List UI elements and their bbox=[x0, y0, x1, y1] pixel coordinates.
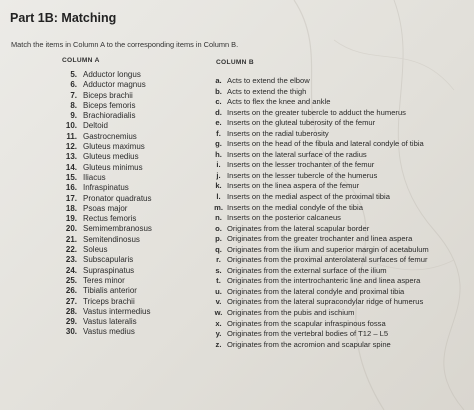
item-letter: j. bbox=[216, 170, 221, 180]
item-letter: i. bbox=[216, 160, 221, 170]
column-b-item bbox=[214, 213, 469, 224]
column-b-item bbox=[214, 224, 469, 235]
column-b-header: COLUMN B bbox=[216, 59, 254, 66]
column-a-item bbox=[55, 111, 205, 121]
page-title: Part 1B: Matching bbox=[10, 11, 117, 25]
column-a-item bbox=[55, 80, 205, 90]
item-letter: h. bbox=[215, 149, 222, 159]
description-text: Inserts on the posterior calcaneus bbox=[227, 213, 341, 223]
column-b-item bbox=[214, 276, 469, 287]
description-text: Inserts on the lateral surface of the radius bbox=[227, 149, 367, 159]
column-b-item bbox=[214, 76, 469, 87]
column-a-item bbox=[55, 142, 205, 152]
column-a-item bbox=[55, 266, 205, 276]
column-b-item bbox=[214, 192, 469, 203]
muscle-name: Psoas major bbox=[83, 203, 128, 213]
description-text: Inserts on the head of the fibula and lateral condyle of tibia bbox=[227, 139, 424, 149]
instructions-text: Match the items in Column A to the corresponding items in Column B. bbox=[11, 40, 239, 49]
muscle-name: Iliacus bbox=[83, 172, 106, 182]
column-a-item bbox=[55, 317, 205, 327]
column-a-item bbox=[55, 255, 205, 265]
description-text: Originates from the lateral scapular border bbox=[227, 223, 370, 233]
muscle-name: Deltoid bbox=[83, 121, 108, 131]
column-a-item bbox=[55, 121, 205, 131]
description-text: Inserts on the medial condyle of the tibia bbox=[227, 202, 363, 212]
column-a-header: COLUMN A bbox=[62, 57, 100, 64]
item-number: 21. bbox=[65, 234, 77, 244]
muscle-name: Supraspinatus bbox=[83, 265, 135, 275]
muscle-name: Adductor magnus bbox=[83, 80, 146, 90]
column-a-item bbox=[55, 214, 205, 224]
column-b-item bbox=[214, 150, 469, 161]
column-a-item bbox=[55, 194, 205, 204]
item-letter: r. bbox=[216, 255, 221, 265]
column-b-item bbox=[214, 266, 469, 277]
column-b-item bbox=[214, 97, 469, 108]
item-letter: b. bbox=[215, 86, 222, 96]
muscle-name: Vastus lateralis bbox=[83, 317, 137, 327]
column-b-item bbox=[214, 297, 469, 308]
column-b-item bbox=[214, 308, 469, 319]
item-number: 22. bbox=[65, 245, 77, 255]
item-number: 18. bbox=[65, 203, 77, 213]
description-text: Originates from the lateral supracondylar ridge of humerus bbox=[227, 297, 424, 307]
column-b-item bbox=[214, 319, 469, 330]
muscle-name: Semitendinosus bbox=[83, 234, 140, 244]
item-number: 23. bbox=[65, 255, 77, 265]
muscle-name: Teres minor bbox=[83, 275, 125, 285]
muscle-name: Triceps brachii bbox=[83, 296, 135, 306]
description-text: Inserts on the greater tubercle to adduct the humerus bbox=[227, 107, 406, 117]
description-text: Inserts on the lesser tubercle of the humerus bbox=[227, 170, 378, 180]
item-number: 24. bbox=[65, 265, 77, 275]
item-letter: v. bbox=[215, 297, 222, 307]
item-number: 28. bbox=[65, 306, 77, 316]
column-a-item bbox=[55, 163, 205, 173]
item-letter: f. bbox=[216, 128, 221, 138]
item-number: 9. bbox=[70, 111, 77, 121]
column-a-item bbox=[55, 297, 205, 307]
item-letter: y. bbox=[215, 329, 222, 339]
description-text: Originates from the ilium and superior margin of acetabulum bbox=[227, 244, 429, 254]
muscle-name: Gluteus minimus bbox=[83, 162, 143, 172]
column-b-item bbox=[214, 160, 469, 171]
item-letter: p. bbox=[215, 234, 222, 244]
column-a-item bbox=[55, 101, 205, 111]
column-b-item bbox=[214, 171, 469, 182]
muscle-name: Infraspinatus bbox=[83, 183, 129, 193]
description-text: Inserts on the linea aspera of the femur bbox=[227, 181, 360, 191]
column-a-item bbox=[55, 204, 205, 214]
item-number: 6. bbox=[70, 80, 77, 90]
item-letter: z. bbox=[215, 339, 222, 349]
description-text: Originates from the vertebral bodies of T12 – L5 bbox=[227, 329, 389, 339]
column-a-item bbox=[55, 152, 205, 162]
item-number: 14. bbox=[65, 162, 77, 172]
column-b-item bbox=[214, 287, 469, 298]
description-text: Acts to flex the knee and ankle bbox=[227, 97, 331, 107]
item-number: 25. bbox=[65, 275, 77, 285]
item-letter: q. bbox=[215, 244, 222, 254]
description-text: Inserts on the lesser trochanter of the femur bbox=[227, 160, 375, 170]
item-letter: x. bbox=[215, 318, 222, 328]
column-b-item bbox=[214, 118, 469, 129]
item-number: 12. bbox=[65, 142, 77, 152]
column-b-item bbox=[214, 203, 469, 214]
muscle-name: Semimembranosus bbox=[83, 224, 152, 234]
column-a-item bbox=[55, 91, 205, 101]
item-letter: e. bbox=[215, 118, 222, 128]
item-letter: o. bbox=[215, 223, 222, 233]
column-b-item bbox=[214, 87, 469, 98]
muscle-name: Subscapularis bbox=[83, 255, 134, 265]
column-a-item bbox=[55, 286, 205, 296]
column-b-item bbox=[214, 129, 469, 140]
column-b-item bbox=[214, 340, 469, 351]
item-number: 11. bbox=[66, 131, 77, 141]
column-a-item bbox=[55, 307, 205, 317]
column-b-item bbox=[214, 234, 469, 245]
item-number: 7. bbox=[70, 90, 77, 100]
item-number: 17. bbox=[65, 193, 77, 203]
item-number: 30. bbox=[65, 327, 77, 337]
description-text: Originates from the intertrochanteric line and linea aspera bbox=[227, 276, 421, 286]
column-a-item bbox=[55, 245, 205, 255]
description-text: Acts to extend the elbow bbox=[227, 76, 310, 85]
column-a-item bbox=[55, 173, 205, 183]
column-a-list bbox=[55, 70, 205, 338]
item-number: 29. bbox=[65, 317, 77, 327]
description-text: Originates from the lateral condyle and proximal tibia bbox=[227, 286, 405, 296]
column-b-item bbox=[214, 245, 469, 256]
item-number: 13. bbox=[65, 152, 77, 162]
column-b-item bbox=[214, 181, 469, 192]
muscle-name: Biceps femoris bbox=[83, 100, 136, 110]
item-letter: w. bbox=[214, 308, 223, 318]
column-b-item bbox=[214, 255, 469, 266]
description-text: Originates from the pubis and ischium bbox=[227, 308, 355, 318]
item-number: 8. bbox=[70, 100, 77, 110]
item-letter: m. bbox=[214, 202, 223, 212]
column-b-list bbox=[214, 76, 469, 350]
item-number: 15. bbox=[65, 172, 77, 182]
item-letter: d. bbox=[215, 107, 222, 117]
column-b-item bbox=[214, 139, 469, 150]
description-text: Acts to extend the thigh bbox=[227, 86, 307, 96]
item-letter: l. bbox=[216, 192, 221, 202]
column-a-item bbox=[55, 183, 205, 193]
column-a-item bbox=[55, 327, 205, 337]
description-text: Originates from the proximal anterolateral surfaces of femur bbox=[227, 255, 428, 265]
item-number: 16. bbox=[65, 183, 77, 193]
column-a-item bbox=[55, 132, 205, 142]
item-letter: a. bbox=[215, 76, 222, 85]
muscle-name: Gluteus maximus bbox=[83, 142, 145, 152]
item-letter: n. bbox=[215, 213, 222, 223]
muscle-name: Tibialis anterior bbox=[83, 286, 137, 296]
column-a-item bbox=[55, 224, 205, 234]
item-letter: t. bbox=[216, 276, 221, 286]
item-number: 10. bbox=[65, 121, 77, 131]
muscle-name: Adductor longus bbox=[83, 70, 141, 79]
item-number: 20. bbox=[65, 224, 77, 234]
description-text: Originates from the greater trochanter and linea aspera bbox=[227, 234, 413, 244]
muscle-name: Gluteus medius bbox=[83, 152, 139, 162]
muscle-name: Vastus intermedius bbox=[83, 306, 151, 316]
description-text: Originates from the scapular infraspinous fossa bbox=[227, 318, 386, 328]
muscle-name: Biceps brachii bbox=[83, 90, 133, 100]
muscle-name: Pronator quadratus bbox=[83, 193, 152, 203]
muscle-name: Vastus medius bbox=[83, 327, 135, 337]
muscle-name: Rectus femoris bbox=[83, 214, 137, 224]
column-a-item bbox=[55, 70, 205, 80]
item-letter: k. bbox=[215, 181, 222, 191]
item-letter: g. bbox=[215, 139, 222, 149]
muscle-name: Soleus bbox=[83, 245, 108, 255]
item-number: 19. bbox=[65, 214, 77, 224]
column-a-item bbox=[55, 235, 205, 245]
muscle-name: Gastrocnemius bbox=[83, 131, 137, 141]
item-number: 26. bbox=[65, 286, 77, 296]
description-text: Originates from the acromion and scapular spine bbox=[227, 339, 391, 349]
item-letter: u. bbox=[215, 286, 222, 296]
description-text: Inserts on the medial aspect of the proximal tibia bbox=[227, 192, 390, 202]
description-text: Originates from the external surface of the ilium bbox=[227, 265, 387, 275]
column-b-item bbox=[214, 108, 469, 119]
item-letter: s. bbox=[215, 265, 222, 275]
column-b-item bbox=[214, 329, 469, 340]
description-text: Inserts on the radial tuberosity bbox=[227, 128, 329, 138]
column-a-item bbox=[55, 276, 205, 286]
item-letter: c. bbox=[215, 97, 222, 107]
item-number: 27. bbox=[65, 296, 77, 306]
item-number: 5. bbox=[70, 70, 77, 79]
description-text: Inserts on the gluteal tuberosity of the femur bbox=[227, 118, 376, 128]
muscle-name: Brachioradialis bbox=[83, 111, 136, 121]
